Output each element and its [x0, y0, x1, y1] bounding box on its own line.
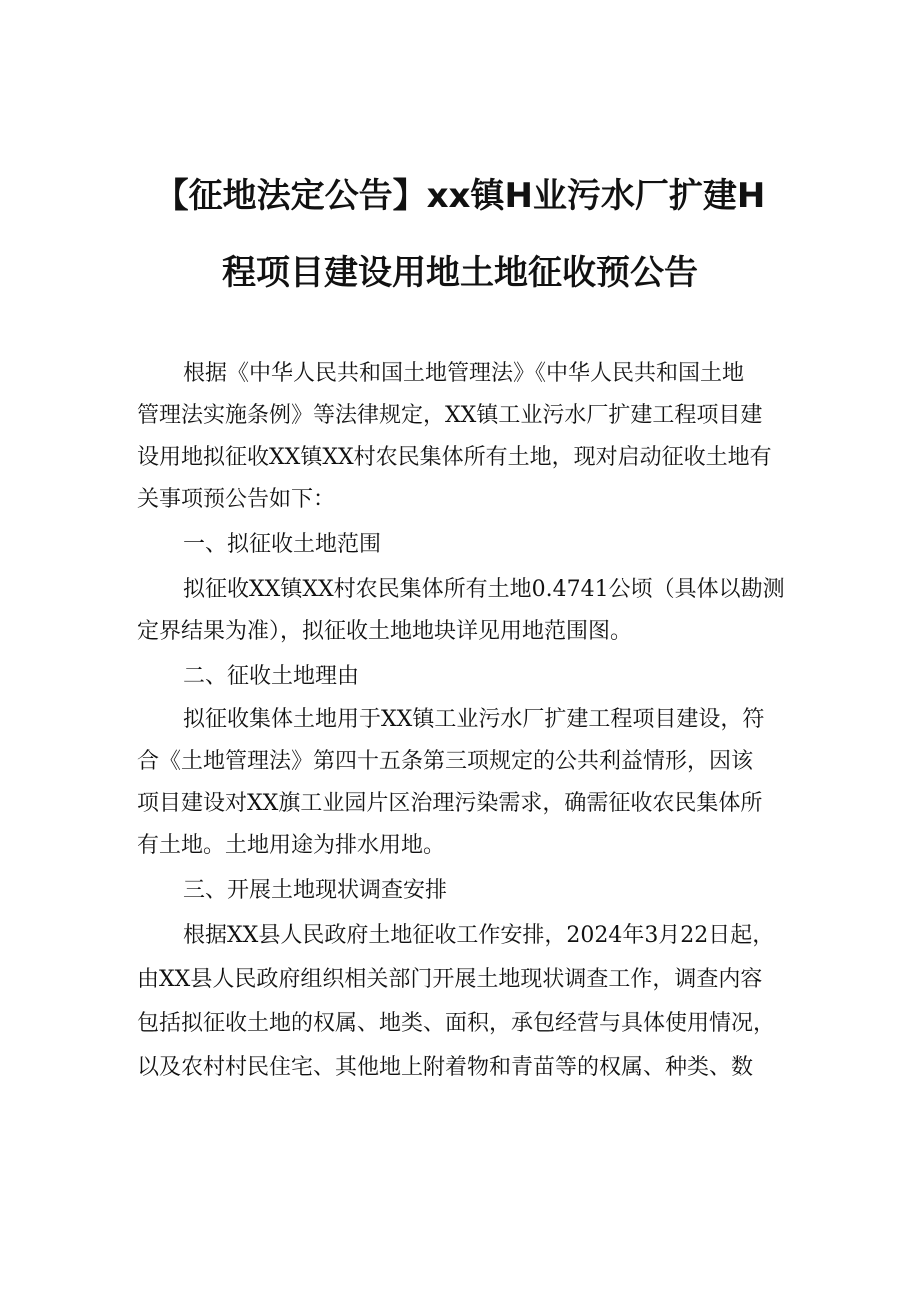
section-2-paragraph-line: 有土地。土地用途为排水用地。	[137, 833, 446, 858]
intro-paragraph-line: 关事项预公告如下：	[137, 487, 336, 512]
section-3-paragraph-line: 根据XX县人民政府土地征收工作安排，2024年3月22日起，	[183, 923, 775, 948]
notice-title-line-1: 【征地法定公告】xx镇H业污水厂扩建H	[154, 176, 766, 216]
section-2-paragraph-line: 拟征收集体土地用于XX镇工业污水厂扩建工程项目建设，符	[183, 707, 765, 732]
section-1-paragraph-line: 定界结果为准），拟征收土地地块详见用地范围图。	[137, 619, 633, 644]
section-2-paragraph-line: 项目建设对XX旗工业园片区治理污染需求，确需征收农民集体所	[137, 791, 763, 816]
section-heading-1: 一、拟征收土地范围	[183, 532, 382, 557]
section-1-paragraph-line: 拟征收XX镇XX村农民集体所有土地0.4741公顷（具体以勘测	[183, 577, 785, 602]
section-3-paragraph-line: 由XX县人民政府组织相关部门开展土地现状调查工作，调查内容	[137, 967, 763, 992]
section-3-paragraph-line: 以及农村村民住宅、其他地上附着物和青苗等的权属、种类、数	[137, 1055, 754, 1080]
section-3-paragraph-line: 包括拟征收土地的权属、地类、面积，承包经营与具体使用情况，	[137, 1011, 776, 1036]
section-2-paragraph-line: 合《土地管理法》第四十五条第三项规定的公共利益情形，因该	[137, 749, 754, 774]
intro-paragraph-line: 根据《中华人民共和国土地管理法》《中华人民共和国土地	[183, 361, 745, 386]
intro-paragraph-line: 管理法实施条例》等法律规定，XX镇工业污水厂扩建工程项目建	[137, 403, 763, 428]
section-heading-2: 二、征收土地理由	[183, 664, 360, 689]
notice-title-line-2: 程项目建设用地土地征收预公告	[222, 253, 698, 293]
section-heading-3: 三、开展土地现状调查安排	[183, 878, 448, 903]
intro-paragraph-line: 设用地拟征收XX镇XX村农民集体所有土地，现对启动征收土地有	[137, 445, 772, 470]
